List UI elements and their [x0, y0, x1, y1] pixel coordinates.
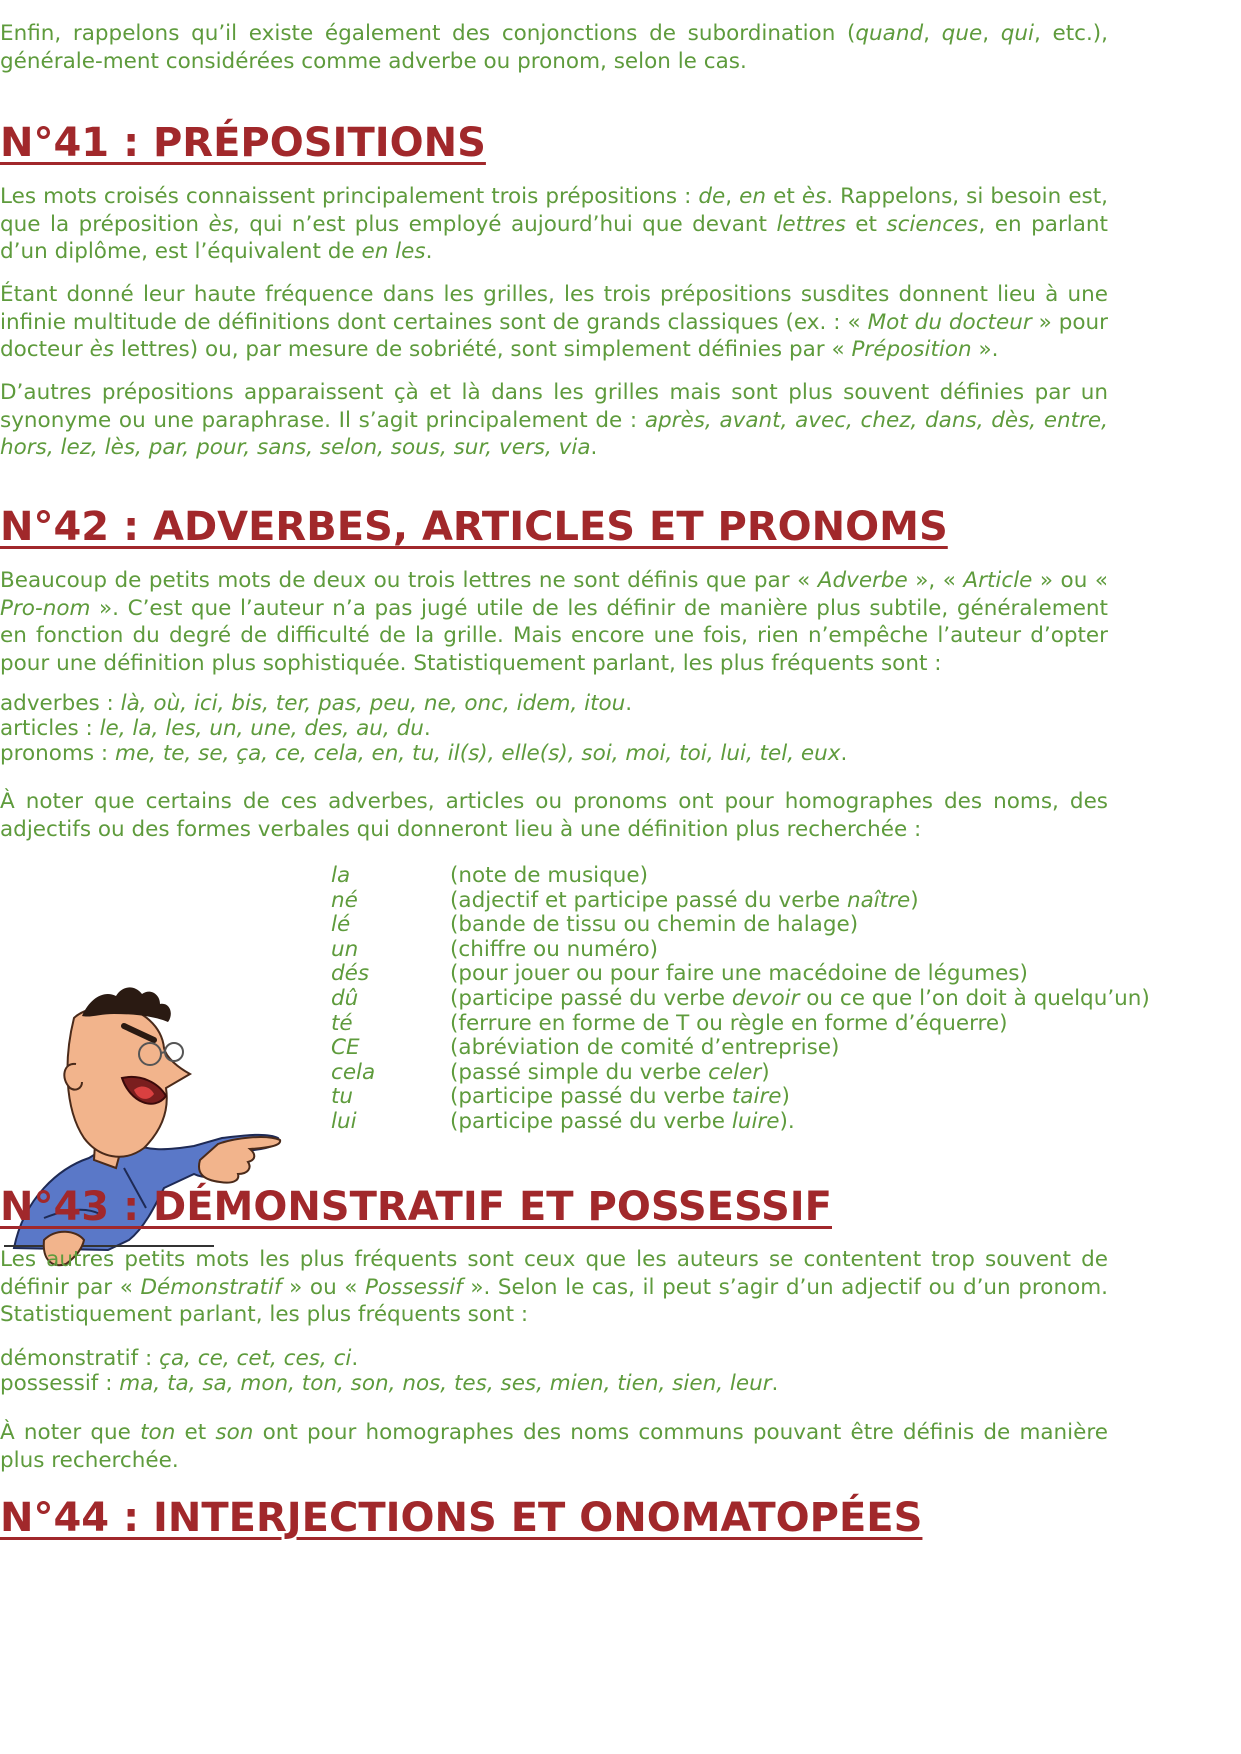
italic-text: sciences: [886, 211, 979, 237]
text-run: ): [910, 887, 919, 913]
homograph-definition: [450, 960, 1028, 988]
text-run: (participe passé du verbe: [450, 1084, 732, 1110]
homograph-definition: [450, 1034, 839, 1062]
italic-text: Pro-nom: [0, 595, 91, 621]
homograph-word: dés: [331, 961, 370, 987]
text-run: . Rappelons, si besoin est, que la préposition: [0, 184, 1109, 237]
s41-paragraph-1: [0, 183, 1108, 266]
homograph-word: un: [331, 936, 359, 962]
homograph-definition: [450, 887, 919, 915]
section-41-heading: N°41 : PRÉPOSITIONS: [0, 120, 486, 166]
homograph-definition: [450, 1010, 1008, 1038]
italic-text: en: [739, 184, 767, 209]
italic-text: devoir: [731, 986, 800, 1011]
italic-text: naître: [847, 887, 911, 913]
text-run: » ou «: [1032, 568, 1108, 593]
text-run: ».: [971, 337, 999, 362]
text-run: (adjectif et participe passé du verbe: [450, 887, 847, 913]
adverbs-list: adverbes : là, où, ici, bis, ter, pas, peu, ne, onc, idem, itou.: [0, 691, 633, 716]
text-run: (abréviation de comité d’entreprise): [450, 1035, 840, 1061]
text-run: (note de musique): [450, 863, 649, 888]
list-items: le, la, les, un, une, des, au, du: [99, 716, 424, 741]
text-run: ,: [982, 21, 1001, 46]
articles-list: articles : le, la, les, un, une, des, au, du.: [0, 716, 431, 741]
s42-paragraph-1: [0, 567, 1108, 677]
section-42-heading: N°42 : ADVERBES, ARTICLES ET PRONOMS: [0, 504, 948, 550]
text-run: , qui n’est plus employé aujourd’hui que devant: [232, 211, 777, 237]
text-run: .: [590, 435, 598, 460]
text-run: À noter que: [0, 1420, 141, 1445]
italic-text: Article: [963, 568, 1033, 593]
text-run: ,: [725, 184, 740, 209]
list-label: adverbes :: [0, 691, 121, 716]
homograph-word: la: [331, 863, 351, 888]
text-run: et: [766, 184, 802, 209]
text-run: , en parlant d’un diplôme, est l’équivalent de: [0, 211, 1108, 264]
text-run: , etc.), générale-ment considérées comme adverbe ou pronom, selon le cas.: [0, 21, 1109, 74]
homograph-word: lui: [331, 1109, 357, 1134]
text-run: et: [175, 1420, 216, 1445]
text-run: Étant donné leur haute fréquence dans les grilles, les trois prépositions susdites donnent lieu à une infinie multitude de définitions dont certaines sont de grands classiques (ex. : «: [0, 282, 1108, 335]
s43-paragraph-1: [0, 1246, 1108, 1329]
homograph-word: cela: [331, 1059, 376, 1085]
s41-paragraph-2: [0, 281, 1108, 364]
list-items: là, où, ici, bis, ter, pas, peu, ne, onc, idem, itou: [120, 691, 626, 716]
homograph-definition: [450, 1108, 795, 1136]
italic-text: de: [698, 184, 726, 209]
text-run: Enfin, rappelons qu’il existe également des conjonctions de subordination (: [0, 21, 856, 46]
text-run: ou ce que l’on doit à quelqu’un): [799, 986, 1150, 1011]
italic-text: son: [215, 1420, 254, 1445]
text-run: (passé simple du verbe: [450, 1059, 709, 1085]
possessive-list: possessif : ma, ta, sa, mon, ton, son, nos, tes, ses, mien, tien, sien, leur.: [0, 1371, 779, 1396]
text-run: Les autres petits mots les plus fréquents sont ceux que les auteurs se contentent trop souvent de définir par «: [0, 1247, 1108, 1300]
italic-text: celer: [708, 1059, 762, 1085]
list-items: me, te, se, ça, ce, cela, en, tu, il(s), elle(s), soi, moi, toi, lui, tel, eux: [115, 741, 841, 766]
intro-paragraph: [0, 20, 1108, 75]
text-run: D’autres prépositions apparaissent çà et là dans les grilles mais sont plus souvent définies par un synonyme ou une paraphrase. Il s’agit principalement de :: [0, 380, 1108, 433]
text-run: » ou «: [281, 1274, 366, 1300]
italic-text: luire: [731, 1109, 780, 1134]
list-label: possessif :: [0, 1371, 120, 1396]
text-run: (participe passé du verbe: [450, 1109, 732, 1134]
italic-text: ès: [208, 211, 233, 237]
homograph-word: tu: [331, 1084, 354, 1110]
text-run: (ferrure en forme de T ou règle en forme d’équerre): [450, 1010, 1008, 1036]
text-run: lettres) ou, par mesure de sobriété, sont simplement définies par «: [114, 337, 852, 362]
s42-note: À noter que certains de ces adverbes, articles ou pronoms ont pour homographes des noms, des adjectifs ou des formes verbales qui donneront lieu à une définition plus recherchée :: [0, 789, 1108, 842]
pronouns-list: pronoms : me, te, se, ça, ce, cela, en, tu, il(s), elle(s), soi, moi, toi, lui, tel, eux.: [0, 741, 848, 766]
text-run: ): [761, 1059, 770, 1085]
text-run: ).: [779, 1109, 795, 1134]
italic-text: ès: [801, 184, 827, 209]
homograph-word: té: [331, 1010, 353, 1036]
homograph-definition: [450, 1059, 770, 1087]
text-run: et: [845, 211, 887, 237]
text-run: Les mots croisés connaissent principalement trois prépositions :: [0, 184, 699, 209]
italic-text: Démonstratif: [140, 1274, 282, 1300]
homograph-definition: [450, 936, 658, 964]
italic-text: qui: [1000, 21, 1034, 46]
s41-paragraph-3: [0, 379, 1108, 462]
list-items: ma, ta, sa, mon, ton, son, nos, tes, ses, mien, tien, sien, leur: [119, 1371, 772, 1396]
text-run: (pour jouer ou pour faire une macédoine de légumes): [450, 961, 1028, 987]
list-label: articles :: [0, 716, 100, 741]
text-run: ». C’est que l’auteur n’a pas jugé utile de les définir de manière plus subtile, généralement en fonction du degré de difficulté de la grille. Mais encore une fois, rien n’empêche l’auteur d’opter pour une définition plus sophistiquée. Statistiquement parlant, les plus fréquents sont :: [0, 595, 1108, 676]
homograph-definition: [450, 985, 1150, 1013]
text-run: (chiffre ou numéro): [450, 936, 658, 962]
italic-text: Mot du docteur: [867, 309, 1032, 335]
s43-note: [0, 1419, 1108, 1474]
italic-text: ton: [140, 1420, 176, 1445]
text-run: ): [781, 1084, 790, 1110]
text-run: Beaucoup de petits mots de deux ou trois lettres ne sont définis que par «: [0, 568, 818, 593]
italic-text: Possessif: [365, 1274, 463, 1300]
italic-text: ès: [89, 337, 115, 362]
section-43-heading: N°43 : DÉMONSTRATIF ET POSSESSIF: [0, 1184, 832, 1230]
homograph-definition: [450, 911, 858, 939]
section-44-heading: N°44 : INTERJECTIONS ET ONOMATOPÉES: [0, 1495, 923, 1541]
homograph-word: lé: [331, 912, 351, 938]
italic-text: Adverbe: [817, 568, 908, 593]
italic-text: taire: [731, 1084, 782, 1110]
homograph-word: né: [331, 887, 358, 913]
text-run: ». Selon le cas, il peut s’agir d’un adjectif ou d’un pronom. Statistiquement parlant, les plus fréquents sont :: [0, 1274, 1109, 1327]
demonstrative-list: démonstratif : ça, ce, cet, ces, ci.: [0, 1346, 359, 1371]
text-run: », «: [907, 568, 964, 593]
italic-text: après, avant, avec, chez, dans, dès, entre, hors, lez, lès, par, pour, sans, selon, sous, sur, vers, via: [0, 407, 1108, 460]
italic-text: que: [941, 21, 983, 46]
homograph-word: dû: [331, 986, 359, 1011]
list-label: pronoms :: [0, 741, 116, 766]
list-items: ça, ce, cet, ces, ci: [159, 1346, 352, 1371]
homograph-definition: [450, 862, 648, 890]
text-run: (bande de tissu ou chemin de halage): [450, 912, 859, 938]
text-run: (participe passé du verbe: [450, 986, 732, 1011]
italic-text: Préposition: [851, 337, 972, 362]
italic-text: quand: [855, 21, 924, 46]
text-run: ont pour homographes des noms communs pouvant être définis de manière plus recherchée.: [0, 1420, 1108, 1473]
text-run: ,: [923, 21, 942, 46]
text-run: .: [425, 239, 433, 264]
italic-text: lettres: [776, 211, 846, 237]
italic-text: en les: [361, 239, 426, 264]
list-label: démonstratif :: [0, 1346, 160, 1371]
text-run: » pour docteur: [0, 309, 1109, 362]
homograph-definition: [450, 1083, 790, 1111]
homograph-word: CE: [331, 1035, 360, 1061]
